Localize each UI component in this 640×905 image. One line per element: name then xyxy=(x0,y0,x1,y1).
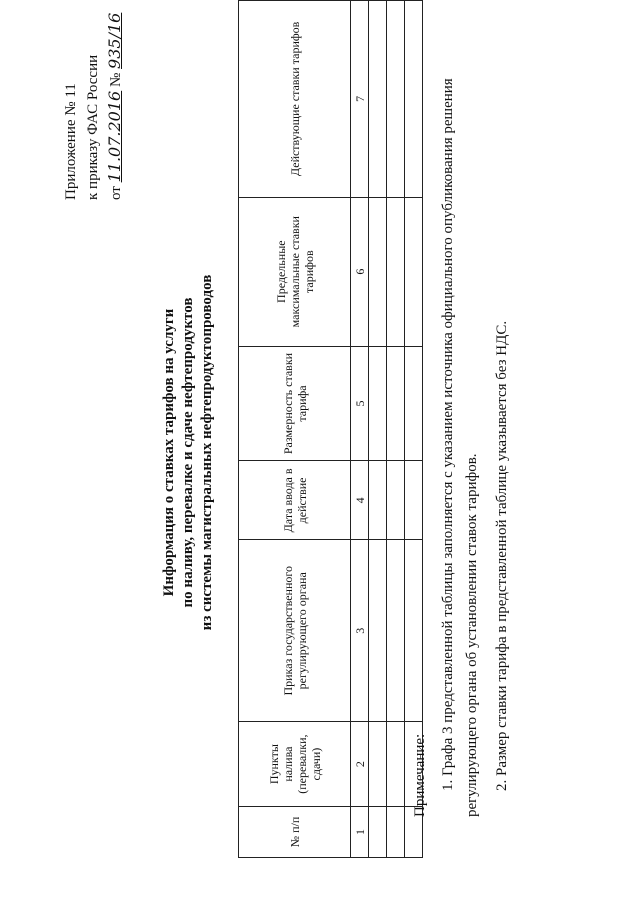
header-cell-max-rates: Предельные максимальные ставки тарифов xyxy=(239,197,351,346)
table-cell xyxy=(387,722,405,807)
table-cell xyxy=(387,197,405,346)
appendix-number-sign: № xyxy=(108,72,124,88)
table-cell xyxy=(405,540,423,722)
title-line-2: по наливу, перевалке и сдаче нефтепродуктов xyxy=(180,297,196,608)
header-cell-date: Дата ввода в действие xyxy=(239,461,351,540)
column-number: 7 xyxy=(351,1,369,198)
appendix-order-number: 935/16 xyxy=(105,12,124,69)
title-line-1: Информация о ставках тарифов на услуги xyxy=(161,308,177,597)
table-cell xyxy=(369,807,387,858)
table-cell xyxy=(369,1,387,198)
header-cell-number: № п/п xyxy=(239,807,351,858)
column-number: 6 xyxy=(351,197,369,346)
table-cell xyxy=(405,346,423,461)
appendix-number: Приложение № 11 xyxy=(63,83,79,200)
table-cell xyxy=(369,461,387,540)
table-cell xyxy=(405,1,423,198)
title-line-3: из системы магистральных нефтепродуктопроводов xyxy=(199,274,215,631)
table-cell xyxy=(387,1,405,198)
table-cell xyxy=(387,461,405,540)
appendix-order-ref: к приказу ФАС России xyxy=(85,54,101,200)
appendix-date: 11.07.2016 xyxy=(105,90,124,183)
table-cell xyxy=(369,346,387,461)
note-item-1-continuation: регулирующего органа об установлении ставок тарифов. xyxy=(464,453,480,817)
table-row xyxy=(405,1,423,858)
note-item-1: 1. Графа 3 представленной таблицы заполняется с указанием источника официального опубликования решения xyxy=(440,78,456,791)
column-number: 2 xyxy=(351,722,369,807)
table-cell xyxy=(387,346,405,461)
note-item-2: 2. Размер ставки тарифа в представленной таблице указывается без НДС. xyxy=(494,320,510,791)
table-header-row xyxy=(239,1,351,858)
table-cell xyxy=(405,461,423,540)
appendix-date-line xyxy=(104,13,127,200)
header-cell-current-rates: Действующие ставки тарифов xyxy=(239,1,351,198)
column-number: 4 xyxy=(351,461,369,540)
table-row xyxy=(387,1,405,858)
table-row xyxy=(369,1,387,858)
column-number-row xyxy=(351,1,369,858)
table-cell xyxy=(405,197,423,346)
appendix-date-prefix: от xyxy=(108,186,124,200)
table-cell xyxy=(369,540,387,722)
header-cell-points: Пункты налива (перевалки, сдачи) xyxy=(239,722,351,807)
table-cell xyxy=(387,540,405,722)
column-number: 3 xyxy=(351,540,369,722)
document-title xyxy=(160,0,217,905)
column-number: 1 xyxy=(351,807,369,858)
table-cell xyxy=(369,197,387,346)
table-cell xyxy=(369,722,387,807)
tariff-table xyxy=(238,0,423,858)
appendix-header xyxy=(60,13,127,200)
header-cell-dimension: Размерность ставки тарифа xyxy=(239,346,351,461)
note-title: Примечание: xyxy=(412,733,428,817)
header-cell-order: Приказ государственного регулирующего органа xyxy=(239,540,351,722)
column-number: 5 xyxy=(351,346,369,461)
table-cell xyxy=(387,807,405,858)
